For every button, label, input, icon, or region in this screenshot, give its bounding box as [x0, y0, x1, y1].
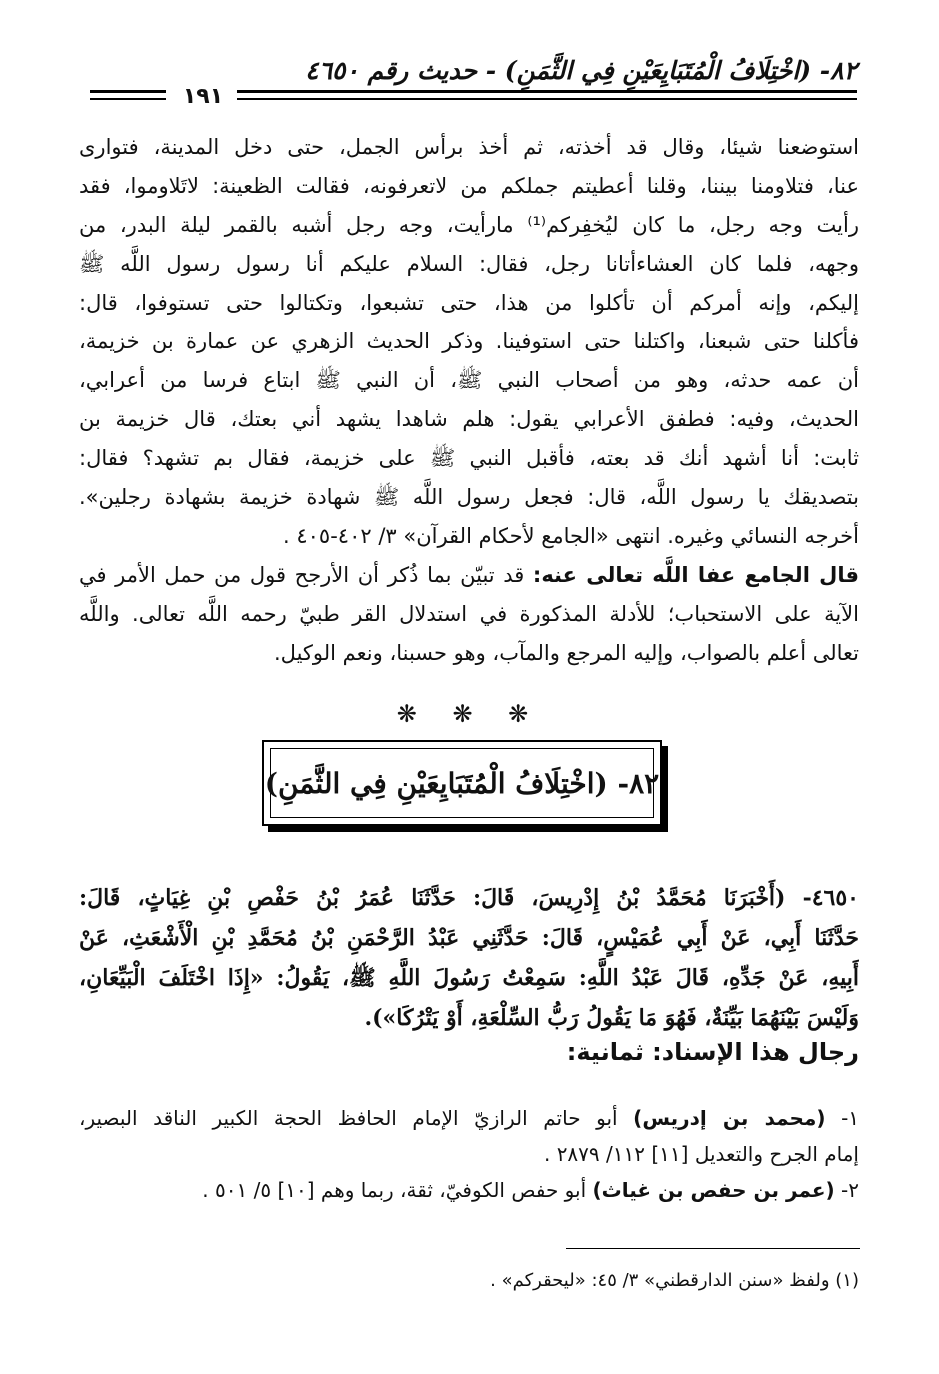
page-number: ١٩١ — [182, 84, 224, 109]
narrator-name: (عمر بن حفص بن غياث) — [592, 1178, 835, 1202]
header-rule-left — [90, 90, 166, 100]
conclusion-label: قال الجامع عفا اللَّه تعالى عنه: — [532, 562, 859, 587]
hadith-line: ٤٦٥٠- (أَخْبَرَنَا مُحَمَّدُ بْنُ إِدْرِيسَ، قَالَ: حَدَّثَنَا عُمَرُ بْنُ حَفْصِ بْنِ غِيَاثٍ، قَالَ: — [79, 885, 859, 911]
commentary-text — [79, 128, 859, 672]
text-line: بتصديقك يا رسول اللَّه، قال: فجعل رسول اللَّه ﷺ شهادة خزيمة بشهادة رجلين». — [79, 485, 859, 510]
hadith-line: حَدَّثَنَا أَبِي، عَنْ أَبِي عُمَيْسٍ، قَالَ: حَدَّثَنِي عَبْدُ الرَّحْمَنِ بْنُ مُحَمَّدِ بْنِ الْأَشْعَثِ، عَنْ — [79, 925, 859, 951]
narrator-entry-continued: إمام الجرح والتعديل [١١] ١١٢/ ٢٨٧٩ . — [543, 1142, 859, 1166]
narrator-entry — [79, 1100, 859, 1136]
text-line: عنا، فتلاومنا بيننا، وقلنا أعطيتم جملكم من لاتعرفونه، فقالت الظعينة: لاتَلاوموا، فقد — [79, 173, 859, 198]
running-header-title: ٨٢- (اخْتِلَافُ الْمُتَبَايِعَيْنِ فِي الثَّمَنِ) - حديث رقم ٤٦٥٠ — [305, 56, 857, 85]
hadith-line: وَلَيْسَ بَيْنَهُمَا بَيِّنَةٌ، فَهُوَ مَا يَقُولُ رَبُّ السِّلْعَةِ، أَوْ يَتْرُكَا»). — [364, 1005, 859, 1031]
text-line: الآية على الاستحباب؛ للأدلة المذكورة في استدلال القر طبيّ رحمه اللَّه تعالى. واللَّه — [79, 601, 859, 626]
footnote: (١) ولفظ «سنن الدارقطني» ٣/ ٤٥: «ليحقركم» . — [490, 1270, 859, 1291]
narrator-description: أبو حاتم الرازيّ الإمام الحافظ الحجة الكبير الناقد البصير، — [79, 1106, 618, 1130]
text-line: وجهه، فلما كان العشاءأتانا رجل، فقال: السلام عليكم أنا رسول رسول اللَّه ﷺ — [79, 251, 859, 276]
text-line: أخرجه النسائي وغيره. انتهى «الجامع لأحكام القرآن» ٣/ ٤٠٢-٤٠٥ . — [283, 523, 859, 548]
text-line: ثابت: أنا أشهد أنك قد بعته، فأقبل النبي ﷺ على خزيمة، فقال بم تشهد؟ فقال: — [79, 446, 859, 471]
section-separator: ❋ ❋ ❋ — [396, 700, 543, 728]
hadith-line: أَبِيهِ، عَنْ جَدِّهِ، قَالَ عَبْدُ اللَّهِ: سَمِعْتُ رَسُولَ اللَّهِ ﷺ، يَقُولُ: «إِذَا اخْتَلَفَ الْبَيِّعَانِ، — [79, 965, 859, 991]
narrator-number: ٢- — [841, 1178, 859, 1202]
text-line: تعالى أعلم بالصواب، وإليه المرجع والمآب، وهو حسبنا، ونعم الوكيل. — [274, 640, 859, 665]
text-line: فأكلنا حتى شبعنا، واكتلنا حتى استوفينا. وذكر الحديث الزهري عن عمارة بن خزيمة، — [79, 329, 859, 354]
narrator-number: ١- — [841, 1106, 859, 1130]
text-line: استوضعنا شيئا، وقال قد أخذته، ثم أخذ برأس الجمل، حتى دخل المدينة، فتوارى — [79, 135, 859, 159]
narrator-name: (محمد بن إدريس) — [633, 1106, 826, 1130]
narrators-heading: رجال هذا الإسناد: ثمانية: — [566, 1038, 859, 1066]
chapter-title-box — [262, 740, 662, 826]
narrators-list — [79, 1100, 859, 1208]
narrator-entry — [79, 1172, 859, 1208]
text-line: إليكم، وإنه أمركم أن تأكلوا من هذا، حتى تشبعوا، وتكتالوا حتى تستوفوا، قال: — [79, 290, 859, 315]
narrator-description: أبو حفص الكوفيّ، ثقة، ربما وهم [١٠] ٥/ ٥٠١ . — [202, 1178, 587, 1202]
hadith-text — [79, 878, 859, 1038]
footnote-divider — [566, 1248, 860, 1249]
text-line: أن عمه حدثه، وهو من أصحاب النبي ﷺ، أن النبي ﷺ ابتاع فرسا من أعرابي، — [79, 368, 859, 393]
conclusion-text: قد تبيّن بما ذُكر أن الأرجح قول من حمل الأمر في — [79, 562, 525, 587]
header-rule-right — [237, 90, 857, 100]
text-line: رأيت وجه رجل، ما كان ليُخفِركم⁽¹⁾ مارأيت، وجه رجل أشبه بالقمر ليلة البدر، من — [79, 212, 859, 237]
conclusion-line — [79, 556, 859, 595]
chapter-title: ٨٢- (اخْتِلَافُ الْمُتَبَايِعَيْنِ فِي الثَّمَنِ) — [270, 748, 654, 818]
text-line: الحديث، وفيه: فطفق الأعرابي يقول: هلم شاهدا يشهد أني بعتك، قال خزيمة بن — [79, 407, 859, 432]
